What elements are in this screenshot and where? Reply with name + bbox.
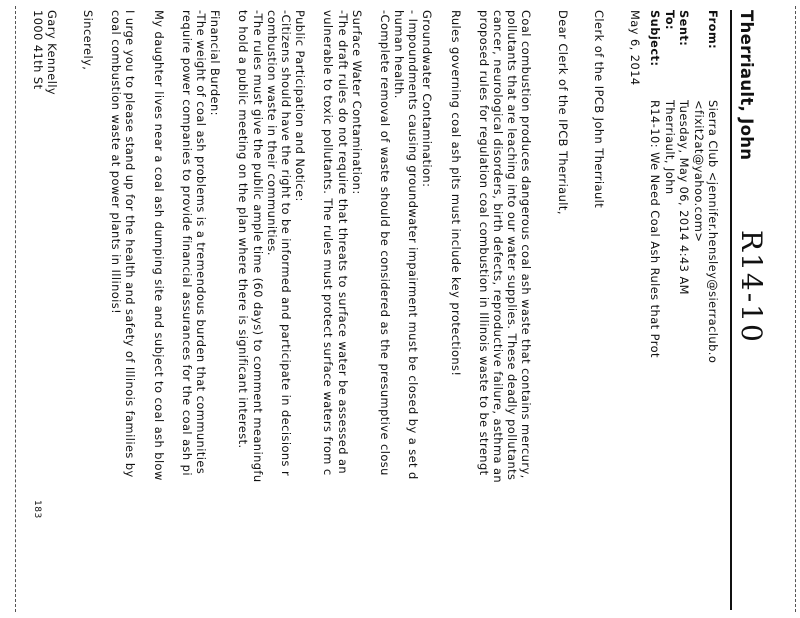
groundwater-line: - Impoundments causing groundwater impairment must be closed by a set d [406,10,421,480]
groundwater-line: human health. [392,10,407,99]
page-number: 183 [32,500,42,519]
surface-line: vulnerable to toxic pollutants. The rules must protect surface waters from c [321,10,336,476]
sent-label: Sent: [677,10,692,47]
from-label: From: [706,10,720,50]
header-divider [730,10,732,610]
closing-line: Sincerely, [81,10,96,71]
from-value: Sierra Club <jennifer.hensley@sierraclub.o [706,100,720,364]
subject-label: Subject: [648,10,663,67]
from-row-2 [691,10,705,363]
to-row [662,10,676,363]
sender-name: Therriault, John [737,10,756,161]
sent-value: Tuesday, May 06, 2014 4:43 AM [677,100,692,295]
urge-line: coal combustion waste at power plants in Illinois! [109,10,124,315]
intro-line: Coal combustion produces dangerous coal ash waste that contains mercury, [519,10,534,479]
participation-line: combustion waste in their communities. [264,10,279,256]
financial-line: require power companies to provide financial assurances for the coal ash pi [179,10,194,476]
letter-date: May 6, 2014 [628,10,642,86]
intro-line: pollutants that are leaching into our water supplies. These deadly pollutants [505,10,520,481]
daughter-line: My daughter lives near a coal ash dumping site and subject to coal ash blow [151,10,166,481]
participation-line: to hold a public meeting on the plan where there is significant interest. [236,10,251,449]
docket-stamp: R14-10 [735,230,768,344]
intro-line: cancer, neurological disorders, birth defects, reproductive failure, asthma an [491,10,506,484]
to-label: To: [662,10,677,30]
email-header [648,10,720,363]
urge-line: I urge you to please stand up for the health and safety of Illinois families by [123,10,138,478]
greeting-line: Dear Clerk of the IPCB Therriault, [555,10,570,215]
from-row [706,10,720,363]
from-value-2: <fixit2at@yahoo.com> [691,100,706,243]
subject-row [648,10,662,363]
subject-value: R14-10: We Need Coal Ash Rules that Prot [648,100,663,358]
rules-line: Rules governing coal ash pits must include key protections! [448,10,463,377]
financial-line: -The weight of coal ash problems is a tremendous burden that communities [194,10,209,475]
financial-heading: Financial Burden: [208,10,223,116]
recipient-line: Clerk of the IPCB John Therriault [591,10,606,209]
participation-line: -Citizens should have the right to be informed and participate in decisions r [279,10,293,477]
signature-name: Gary Kennelly [44,10,59,96]
groundwater-heading: Groundwater Contamination: [420,10,435,188]
groundwater-line: -Complete removal of waste should be considered as the presumptive closu [377,10,392,476]
surface-heading: Surface Water Contamination: [349,10,364,195]
intro-line: proposed rules for regulation coal combustion in Illinois waste to be strengt [476,10,491,476]
signature-address: 1000 41th St [30,10,45,90]
letter-body [31,10,642,618]
surface-line: -The draft rules do not require that threats to surface water be assessed an [335,10,350,475]
scan-bottom-rule [15,6,16,612]
sent-row [677,10,691,363]
to-value: Therriault, John [662,100,677,195]
participation-line: -The rules must give the public ample time (60 days) to comment meaningfu [250,10,265,483]
scan-top-rule [795,6,796,612]
participation-heading: Public Participation and Notice: [293,10,308,202]
